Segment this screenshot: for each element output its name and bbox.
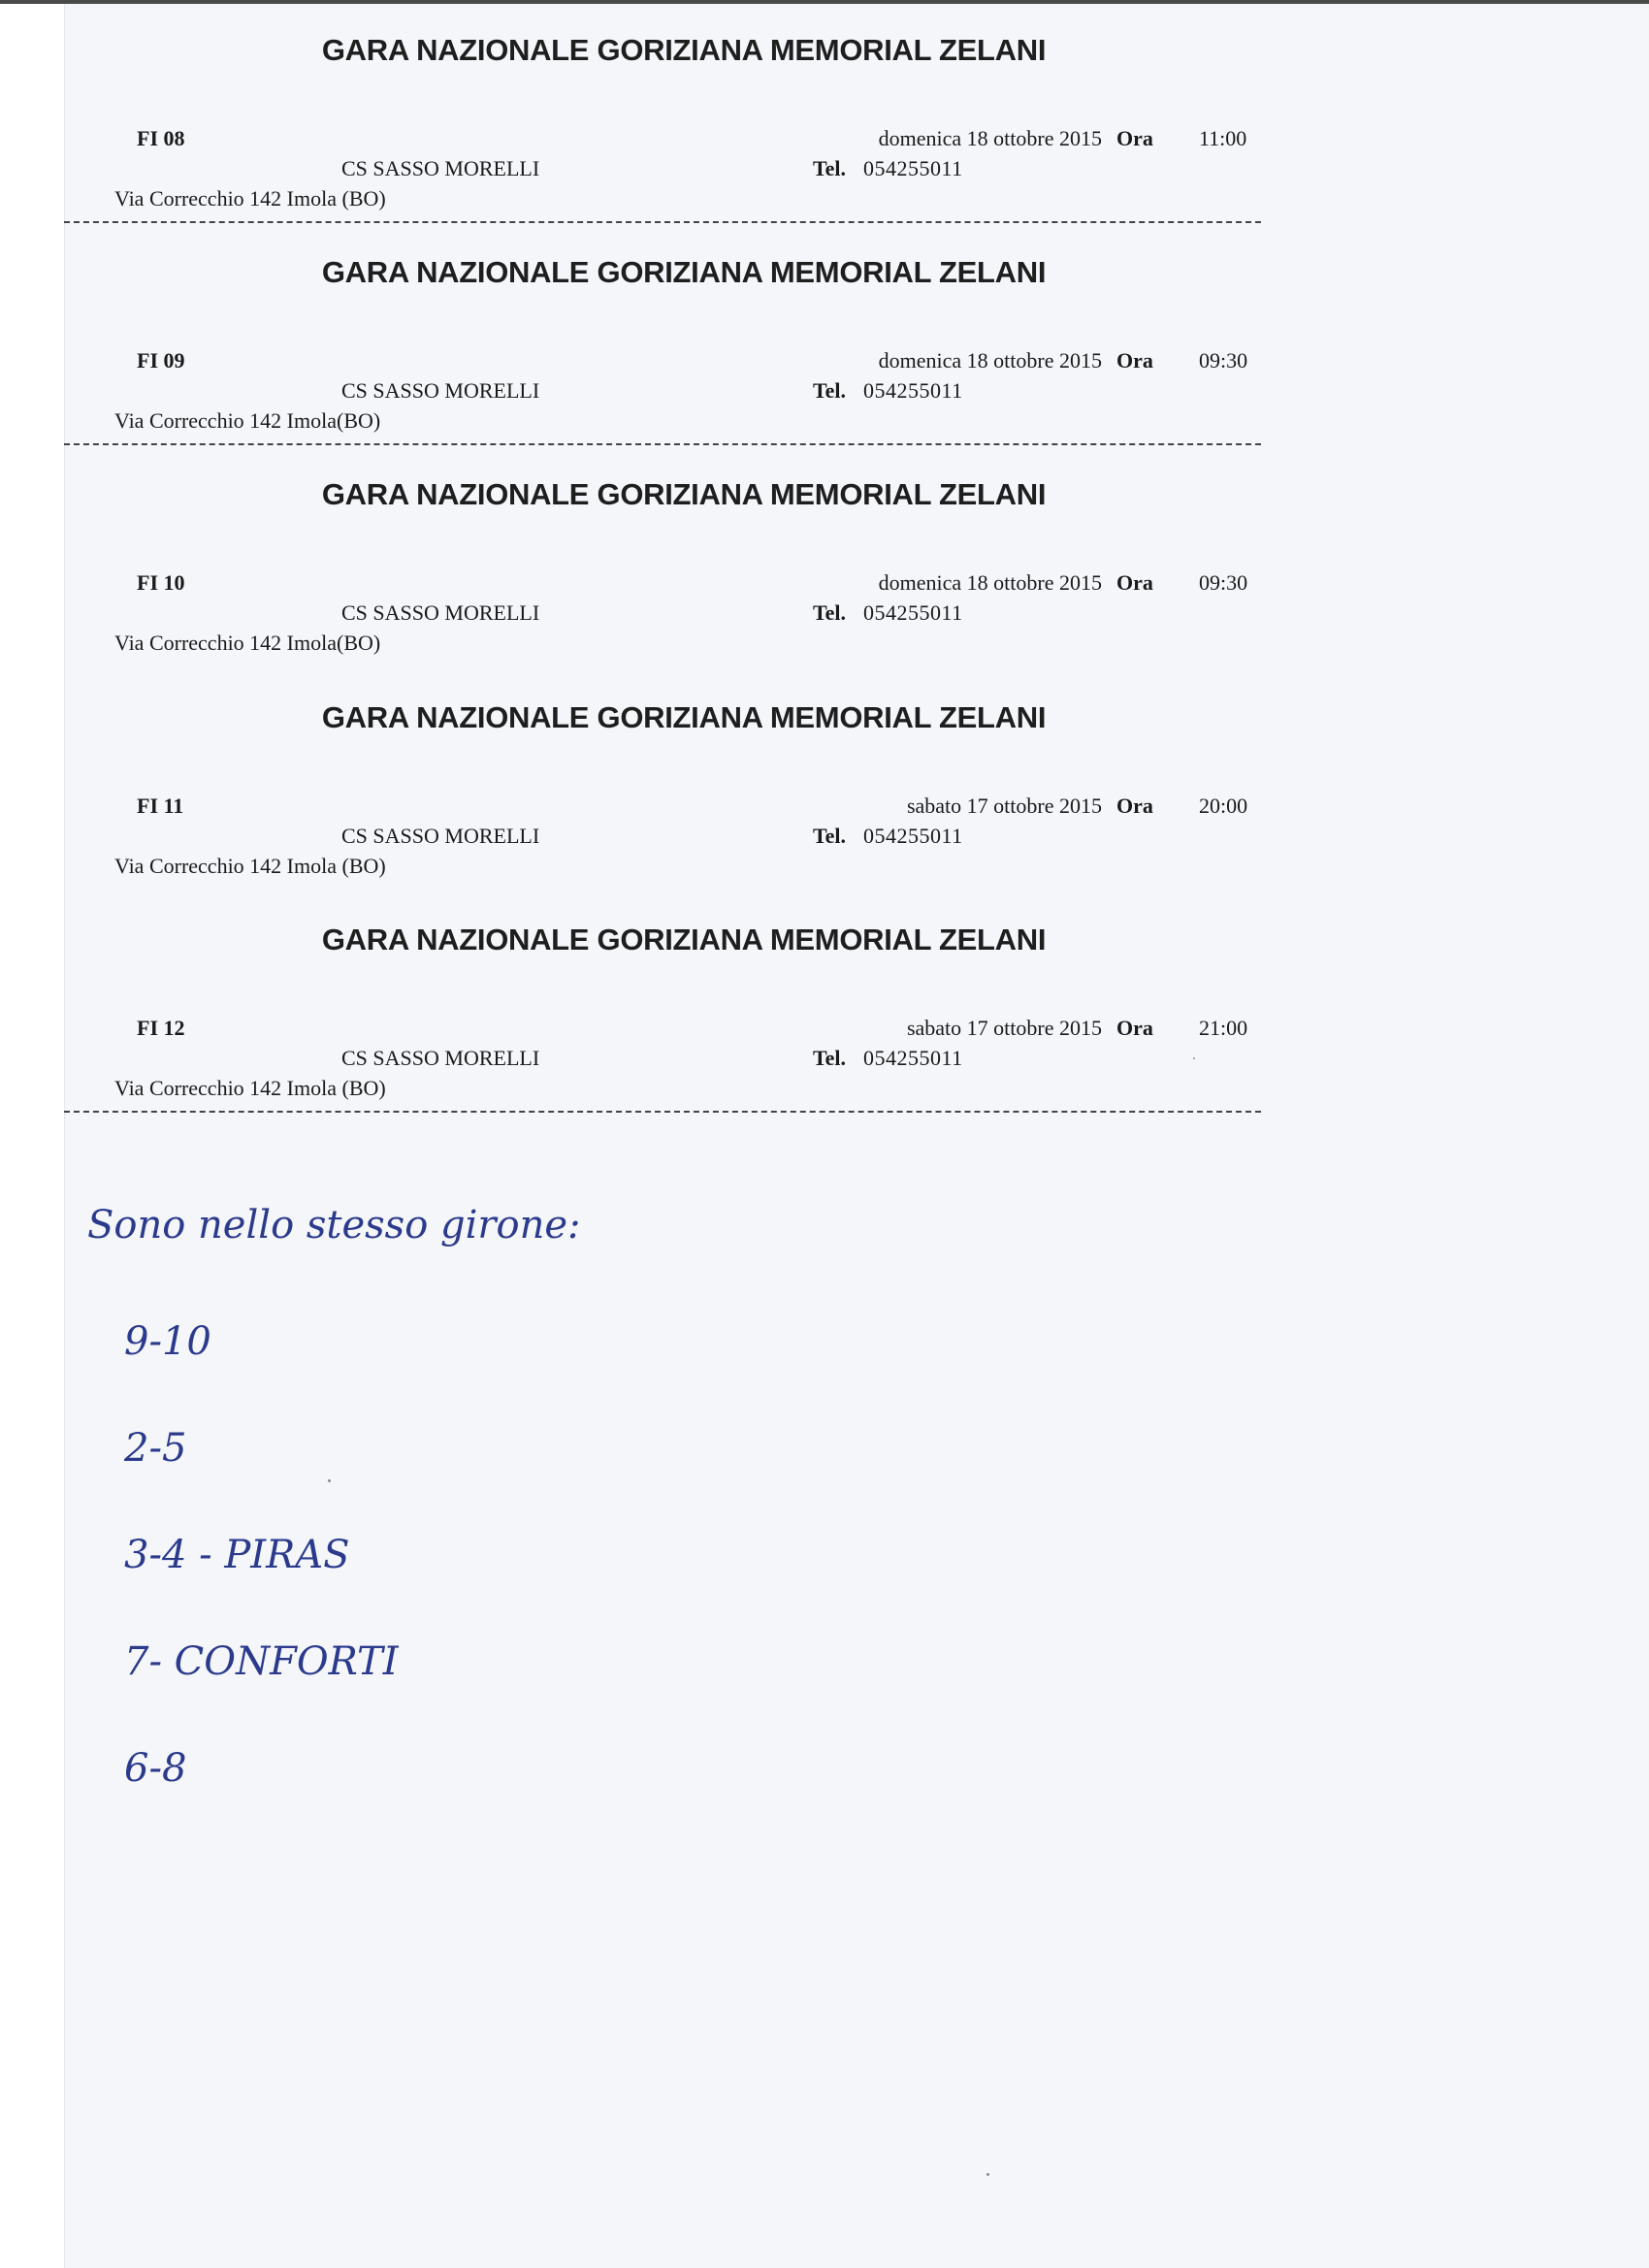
phone-label: Tel. <box>813 824 847 848</box>
handwritten-note <box>87 1179 669 1799</box>
event-venue: CS SASSO MORELLI <box>341 156 540 180</box>
event-date: domenica 18 ottobre 2015 <box>878 126 1102 150</box>
scan-speck <box>1193 1057 1195 1059</box>
event-title: GARA NAZIONALE GORIZIANA MEMORIAL ZELANI <box>321 477 1047 511</box>
phone-label: Tel. <box>813 378 847 403</box>
event-code: FI 11 <box>137 794 184 818</box>
time-label: Ora <box>1116 126 1153 150</box>
event-code: FI 10 <box>137 570 185 595</box>
dashed-separator <box>64 221 1261 223</box>
event-block <box>0 895 1649 1118</box>
event-address: Via Correcchio 142 Imola (BO) <box>114 854 386 878</box>
event-venue: CS SASSO MORELLI <box>341 378 540 403</box>
scan-margin-top <box>0 0 1649 4</box>
handwritten-line: 6-8 <box>124 1746 187 1791</box>
phone-label: Tel. <box>813 156 847 180</box>
event-phone: 054255011 <box>863 156 963 180</box>
event-title: GARA NAZIONALE GORIZIANA MEMORIAL ZELANI <box>321 923 1047 956</box>
event-date: domenica 18 ottobre 2015 <box>878 348 1102 373</box>
event-code: FI 09 <box>137 348 185 373</box>
event-address: Via Correcchio 142 Imola (BO) <box>114 186 386 211</box>
event-phone: 054255011 <box>863 378 963 403</box>
event-time: 20:00 <box>1199 794 1248 818</box>
dashed-separator <box>64 1111 1261 1113</box>
event-block <box>0 228 1649 451</box>
event-venue: CS SASSO MORELLI <box>341 1046 540 1070</box>
event-date: domenica 18 ottobre 2015 <box>878 570 1102 595</box>
event-phone: 054255011 <box>863 1046 963 1070</box>
dashed-separator <box>64 443 1261 445</box>
handwritten-line: 7- CONFORTI <box>124 1639 399 1684</box>
event-title: GARA NAZIONALE GORIZIANA MEMORIAL ZELANI <box>321 255 1047 289</box>
handwritten-heading: Sono nello stesso girone: <box>87 1203 581 1247</box>
time-label: Ora <box>1116 348 1153 373</box>
event-address: Via Correcchio 142 Imola (BO) <box>114 1076 386 1100</box>
event-phone: 054255011 <box>863 824 963 848</box>
event-address: Via Correcchio 142 Imola(BO) <box>114 408 381 433</box>
event-address: Via Correcchio 142 Imola(BO) <box>114 631 381 655</box>
scan-speck <box>328 1479 331 1482</box>
event-code: FI 08 <box>137 126 185 150</box>
event-block <box>0 450 1649 673</box>
event-block <box>0 6 1649 229</box>
event-phone: 054255011 <box>863 600 963 625</box>
time-label: Ora <box>1116 1016 1153 1040</box>
phone-label: Tel. <box>813 600 847 625</box>
event-venue: CS SASSO MORELLI <box>341 600 540 625</box>
phone-label: Tel. <box>813 1046 847 1070</box>
event-date: sabato 17 ottobre 2015 <box>906 1016 1102 1040</box>
event-code: FI 12 <box>137 1016 185 1040</box>
time-label: Ora <box>1116 794 1153 818</box>
handwritten-line: 9-10 <box>124 1319 211 1364</box>
event-time: 09:30 <box>1199 570 1248 595</box>
event-block <box>0 673 1649 896</box>
event-time: 11:00 <box>1199 126 1247 150</box>
event-time: 21:00 <box>1199 1016 1248 1040</box>
event-date: sabato 17 ottobre 2015 <box>906 794 1102 818</box>
handwritten-line: 3-4 - PIRAS <box>124 1533 350 1577</box>
event-venue: CS SASSO MORELLI <box>341 824 540 848</box>
scan-speck <box>986 2173 989 2176</box>
time-label: Ora <box>1116 570 1153 595</box>
event-title: GARA NAZIONALE GORIZIANA MEMORIAL ZELANI <box>321 33 1047 67</box>
event-title: GARA NAZIONALE GORIZIANA MEMORIAL ZELANI <box>321 700 1047 734</box>
handwritten-line: 2-5 <box>124 1426 187 1471</box>
event-time: 09:30 <box>1199 348 1248 373</box>
